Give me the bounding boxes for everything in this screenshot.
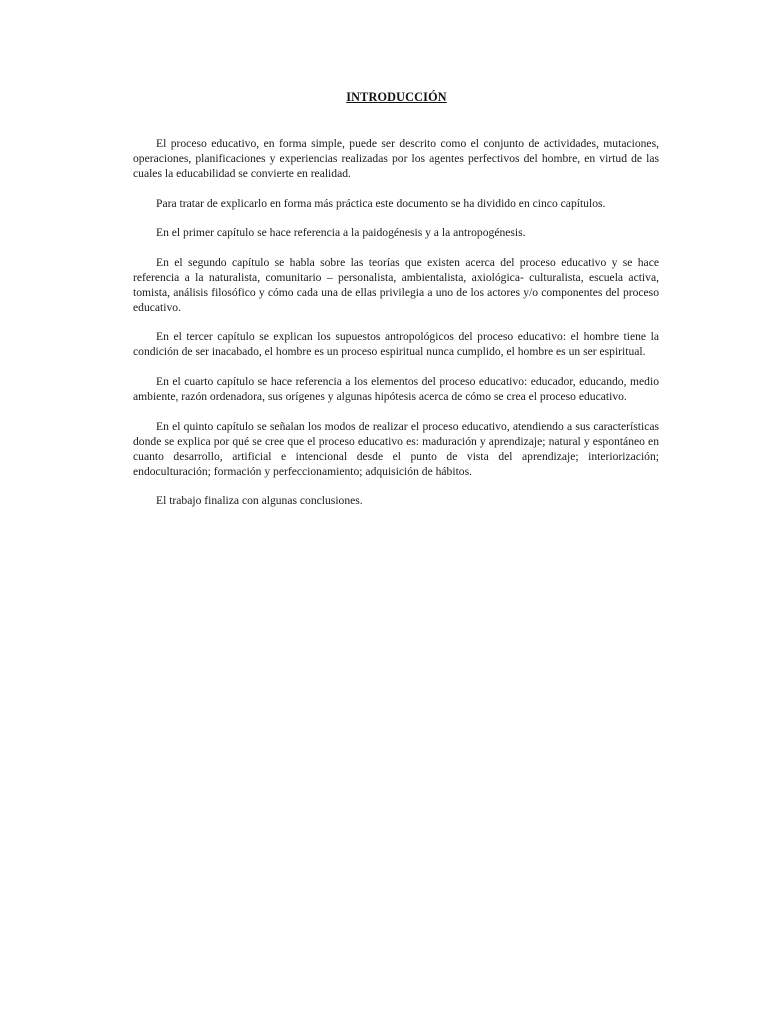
document-title: INTRODUCCIÓN bbox=[346, 90, 447, 104]
paragraph-structure: Para tratar de explicarlo en forma más práctica este documento se ha dividido en cinco capítulos. bbox=[156, 196, 606, 210]
paragraph-chapter-5: En el quinto capítulo se señalan los modos de realizar el proceso educativo, atendiendo a sus características donde se explica por qué se cree que el proceso educativo es: maduración y aprendizaje; natural y espontáneo en cuanto desarrollo, artificial e intencional desde el punto de vista del aprendizaje; interiorización; endoculturación; formación y perfeccionamiento; adquisición de hábitos. bbox=[133, 419, 659, 478]
paragraph-chapter-3: En el tercer capítulo se explican los supuestos antropológicos del proceso educativo: el hombre tiene la condición de ser inacabado, el hombre es un proceso espiritual nunca cumplido, el hombre es un ser espiritual. bbox=[133, 330, 659, 359]
paragraph-definition: El proceso educativo, en forma simple, puede ser descrito como el conjunto de actividades, mutaciones, operaciones, planificaciones y experiencias realizadas por los agentes perfectivos del hombre, en virtud de las cuales la educabilidad se convierte en realidad. bbox=[133, 137, 659, 180]
paragraph-chapter-1: En el primer capítulo se hace referencia a la paidogénesis y a la antropogénesis. bbox=[156, 226, 526, 240]
document-body bbox=[133, 136, 659, 523]
paragraph-chapter-4: En el cuarto capítulo se hace referencia a los elementos del proceso educativo: educador, educando, medio ambiente, razón ordenadora, sus orígenes y algunas hipótesis acerca de cómo se crea el proceso educativo. bbox=[133, 374, 659, 403]
paragraph-conclusion: El trabajo finaliza con algunas conclusiones. bbox=[156, 494, 363, 508]
paragraph-chapter-2: En el segundo capítulo se habla sobre las teorías que existen acerca del proceso educativo y se hace referencia a la naturalista, comunitario – personalista, ambientalista, axiológica- culturalista, escuela activa, tomista, análisis filosófico y cómo cada una de ellas privilegia a uno de los actores y/o componentes del proceso educativo. bbox=[133, 255, 659, 314]
